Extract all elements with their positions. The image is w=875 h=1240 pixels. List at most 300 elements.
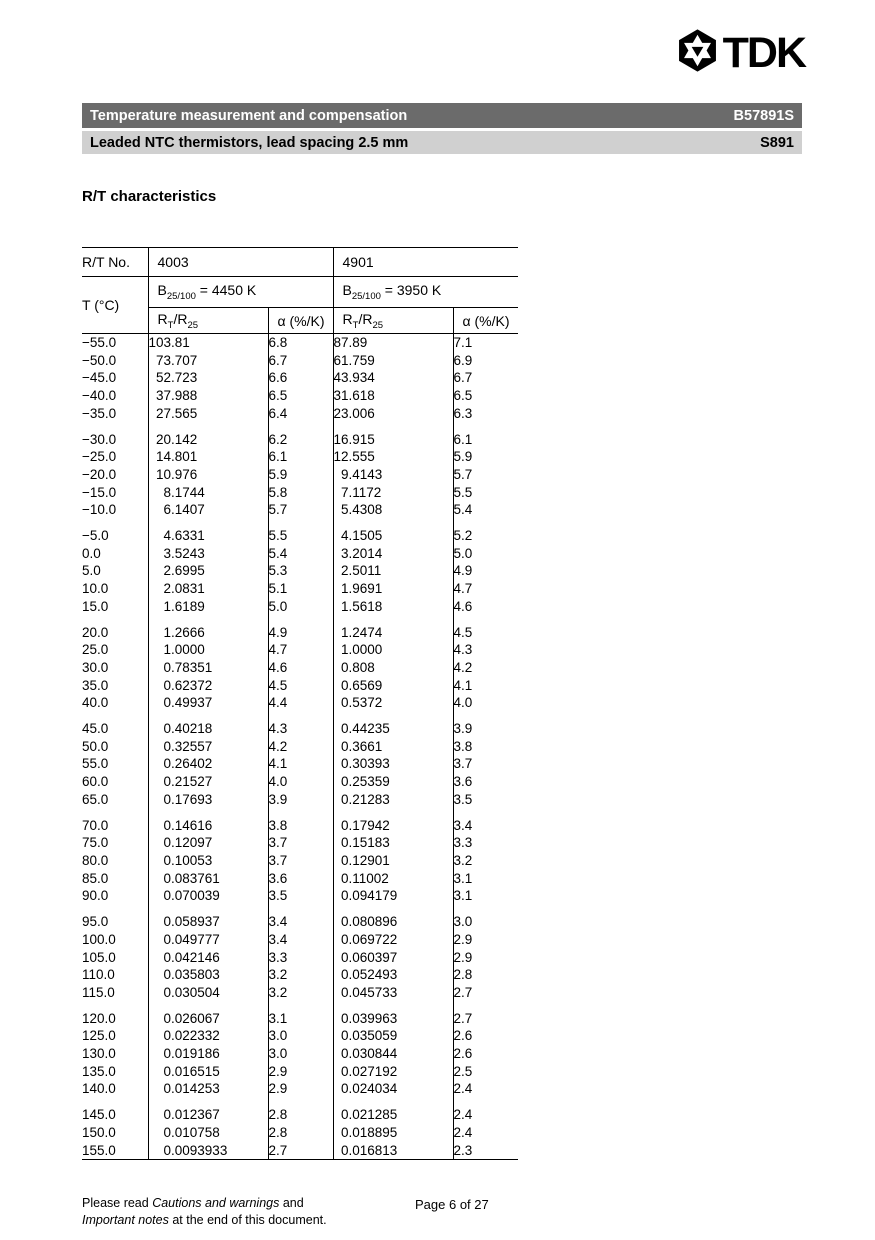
b-subscript: 25/100 [166, 290, 196, 302]
table-row [82, 562, 518, 580]
table-row [82, 598, 518, 616]
rt-r25-cell: 0.021285 [333, 1098, 453, 1124]
r-symbol: R [157, 310, 168, 327]
alpha-cell: 4.9 [268, 616, 333, 642]
alpha-cell: 6.1 [268, 448, 333, 466]
alpha-header-4901: α (%/K) [453, 308, 518, 334]
rt-r25-cell: 0.094179 [333, 887, 453, 905]
rt-r25-cell: 0.024034 [333, 1080, 453, 1098]
rt-r25-cell: 0.44235 [333, 712, 453, 738]
alpha-cell: 4.0 [268, 773, 333, 791]
alpha-cell: 4.6 [453, 598, 473, 614]
temp-cell: 130.0 [82, 1045, 148, 1063]
rt-r25-cell: 1.9691 [333, 580, 453, 598]
temp-cell: −20.0 [82, 466, 148, 484]
alpha-cell: 3.9 [453, 721, 473, 737]
rt-r25-cell: 0.016515 [148, 1063, 268, 1081]
temp-cell: 125.0 [82, 1027, 148, 1045]
alpha-cell: 2.4 [453, 1081, 473, 1097]
rt-r25-cell: 0.14616 [148, 809, 268, 835]
alpha-cell: 4.5 [268, 677, 333, 695]
alpha-cell: 6.6 [268, 369, 333, 387]
temp-cell: −40.0 [82, 387, 148, 405]
b-rest: = 3950 K [380, 282, 442, 299]
temp-cell: 40.0 [82, 694, 148, 712]
table-row [82, 448, 518, 466]
rt-r25-cell: 0.012367 [148, 1098, 268, 1124]
rt-r25-cell: 52.723 [148, 369, 268, 387]
alpha-cell: 5.4 [268, 545, 333, 563]
temp-cell: 135.0 [82, 1063, 148, 1081]
alpha-cell: 5.2 [453, 528, 473, 544]
temp-cell: 85.0 [82, 870, 148, 888]
header-bar-primary [82, 103, 802, 128]
alpha-cell: 3.0 [268, 1045, 333, 1063]
r-symbol: R [342, 310, 353, 327]
alpha-cell: 3.0 [268, 1027, 333, 1045]
temp-cell: 120.0 [82, 1002, 148, 1028]
table-row [82, 369, 518, 387]
alpha-cell: 2.4 [453, 1107, 473, 1123]
alpha-cell: 5.7 [268, 501, 333, 519]
temp-cell: 90.0 [82, 887, 148, 905]
table-row [82, 1045, 518, 1063]
alpha-cell: 3.2 [268, 966, 333, 984]
alpha-cell: 3.3 [268, 949, 333, 967]
header-title: Temperature measurement and compensation [90, 107, 408, 124]
table-row [82, 545, 518, 563]
alpha-cell: 4.7 [453, 581, 473, 597]
r-subscript-t: T [167, 319, 174, 331]
alpha-header-4003: α (%/K) [268, 308, 333, 334]
rt-r25-cell: 0.0093933 [148, 1142, 268, 1160]
series-number: S891 [760, 134, 794, 151]
temp-cell: 50.0 [82, 738, 148, 756]
temp-cell: 15.0 [82, 598, 148, 616]
rt-r25-cell: 5.4308 [333, 501, 453, 519]
rt-r25-cell: 2.0831 [148, 580, 268, 598]
r-mid: /R [358, 310, 373, 327]
rt-r25-cell: 0.052493 [333, 966, 453, 984]
temp-cell: −35.0 [82, 405, 148, 423]
footer-note-line2 [82, 1212, 327, 1229]
table-row [82, 1080, 518, 1098]
temperature-column-label: T (°C) [82, 277, 148, 334]
table-row [82, 887, 518, 905]
alpha-cell: 6.7 [453, 370, 473, 386]
rt-r25-cell: 0.069722 [333, 931, 453, 949]
temp-cell: 150.0 [82, 1124, 148, 1142]
table-row [82, 387, 518, 405]
rt-r25-cell: 0.21527 [148, 773, 268, 791]
rt-r25-cell: 0.070039 [148, 887, 268, 905]
alpha-cell: 3.3 [453, 835, 473, 851]
table-row [82, 1063, 518, 1081]
alpha-cell: 3.2 [453, 852, 473, 868]
temp-cell: 0.0 [82, 545, 148, 563]
rt-r25-cell: 0.080896 [333, 905, 453, 931]
page-number: Page 6 of 27 [415, 1197, 489, 1212]
table-row [82, 870, 518, 888]
alpha-cell: 2.9 [453, 931, 473, 947]
alpha-cell: 5.0 [453, 545, 473, 561]
alpha-cell: 3.0 [453, 914, 473, 930]
b-value-4003 [148, 277, 333, 308]
table-row [82, 773, 518, 791]
temp-cell: 145.0 [82, 1098, 148, 1124]
alpha-cell: 2.9 [268, 1080, 333, 1098]
alpha-cell: 3.1 [453, 888, 473, 904]
alpha-cell: 3.2 [268, 984, 333, 1002]
alpha-cell: 4.5 [453, 624, 473, 640]
table-row [82, 1142, 518, 1160]
table-header-row-cols [82, 308, 518, 334]
rt-no-4901: 4901 [333, 248, 518, 277]
alpha-cell: 6.4 [268, 405, 333, 423]
alpha-cell: 2.4 [453, 1124, 473, 1140]
rt-r25-cell: 1.0000 [333, 641, 453, 659]
alpha-cell: 3.6 [453, 774, 473, 790]
table-row [82, 501, 518, 519]
table-row [82, 334, 518, 352]
rt-r25-cell: 1.2666 [148, 616, 268, 642]
alpha-cell: 4.2 [453, 659, 473, 675]
alpha-cell: 3.7 [268, 852, 333, 870]
rt-r25-cell: 0.12901 [333, 852, 453, 870]
rt-r25-cell: 0.018895 [333, 1124, 453, 1142]
table-row [82, 694, 518, 712]
rt-r25-cell: 0.30393 [333, 755, 453, 773]
temp-cell: 140.0 [82, 1080, 148, 1098]
alpha-cell: 2.7 [268, 1142, 333, 1160]
alpha-cell: 5.4 [453, 502, 473, 518]
alpha-cell: 3.5 [453, 791, 473, 807]
alpha-cell: 5.5 [268, 519, 333, 545]
rt-r25-cell: 2.6995 [148, 562, 268, 580]
table-row [82, 352, 518, 370]
r-subscript-t: T [352, 319, 359, 331]
temp-cell: 110.0 [82, 966, 148, 984]
rt-r25-cell: 0.016813 [333, 1142, 453, 1160]
alpha-cell: 6.5 [268, 387, 333, 405]
rt-r25-cell: 0.042146 [148, 949, 268, 967]
rt-r25-header-4003 [148, 308, 268, 334]
alpha-cell: 4.3 [268, 712, 333, 738]
alpha-cell: 3.6 [268, 870, 333, 888]
alpha-cell: 4.1 [268, 755, 333, 773]
alpha-cell: 6.3 [453, 405, 473, 421]
table-row [82, 405, 518, 423]
rt-r25-cell: 0.12097 [148, 834, 268, 852]
table-row [82, 423, 518, 449]
rt-r25-cell: 7.1172 [333, 484, 453, 502]
b-rest: = 4450 K [195, 282, 257, 299]
rt-r25-cell: 0.045733 [333, 984, 453, 1002]
alpha-cell: 5.8 [268, 484, 333, 502]
temp-cell: −10.0 [82, 501, 148, 519]
rt-r25-cell: 0.030844 [333, 1045, 453, 1063]
rt-r25-cell: 9.4143 [333, 466, 453, 484]
alpha-cell: 2.8 [268, 1124, 333, 1142]
rt-r25-cell: 0.019186 [148, 1045, 268, 1063]
rt-r25-cell: 1.2474 [333, 616, 453, 642]
footer-italic-cautions: Cautions and warnings [152, 1196, 280, 1210]
b-subscript: 25/100 [351, 290, 381, 302]
tdk-logo [675, 28, 805, 78]
temp-cell: 5.0 [82, 562, 148, 580]
alpha-cell: 4.3 [453, 642, 473, 658]
alpha-cell: 7.1 [453, 335, 473, 350]
temp-cell: −5.0 [82, 519, 148, 545]
rt-r25-cell: 20.142 [148, 423, 268, 449]
temp-cell: 95.0 [82, 905, 148, 931]
alpha-cell: 2.7 [453, 1010, 473, 1026]
alpha-cell: 5.9 [453, 449, 473, 465]
table-row [82, 966, 518, 984]
rt-r25-cell: 8.1744 [148, 484, 268, 502]
alpha-cell: 3.4 [453, 817, 473, 833]
rt-r25-cell: 0.32557 [148, 738, 268, 756]
section-title: R/T characteristics [82, 188, 217, 205]
table-row [82, 949, 518, 967]
temp-cell: 55.0 [82, 755, 148, 773]
rt-r25-cell: 0.060397 [333, 949, 453, 967]
footer-text: and [279, 1196, 304, 1210]
temp-cell: 30.0 [82, 659, 148, 677]
rt-r25-cell: 0.5372 [333, 694, 453, 712]
rt-r25-cell: 0.035803 [148, 966, 268, 984]
rt-r25-cell: 10.976 [148, 466, 268, 484]
rt-r25-cell: 14.801 [148, 448, 268, 466]
rt-r25-cell: 0.083761 [148, 870, 268, 888]
temp-cell: 60.0 [82, 773, 148, 791]
rt-r25-cell: 0.808 [333, 659, 453, 677]
alpha-cell: 2.6 [453, 1028, 473, 1044]
alpha-cell: 2.9 [453, 949, 473, 965]
alpha-cell: 3.8 [453, 738, 473, 754]
rt-r25-cell: 0.62372 [148, 677, 268, 695]
rt-r25-cell: 27.565 [148, 405, 268, 423]
rt-r25-cell: 0.3661 [333, 738, 453, 756]
temp-cell: 105.0 [82, 949, 148, 967]
table-row [82, 905, 518, 931]
alpha-cell: 4.0 [453, 695, 473, 711]
b-symbol: B [157, 282, 167, 299]
alpha-cell: 3.7 [268, 834, 333, 852]
table-row [82, 484, 518, 502]
rt-r25-cell: 4.1505 [333, 519, 453, 545]
rt-r25-cell: 0.035059 [333, 1027, 453, 1045]
alpha-cell: 3.4 [268, 931, 333, 949]
rt-r25-cell: 0.022332 [148, 1027, 268, 1045]
rt-r25-cell: 1.5618 [333, 598, 453, 616]
table-row [82, 616, 518, 642]
temp-cell: 65.0 [82, 791, 148, 809]
rt-r25-cell: 16.915 [333, 423, 453, 449]
rt-r25-cell: 0.40218 [148, 712, 268, 738]
alpha-cell: 5.0 [268, 598, 333, 616]
footer-note-line1 [82, 1195, 327, 1212]
rt-no-4003: 4003 [148, 248, 333, 277]
temp-cell: 20.0 [82, 616, 148, 642]
alpha-cell: 5.3 [268, 562, 333, 580]
footer-text: at the end of this document. [168, 1212, 327, 1227]
temp-cell: −55.0 [82, 334, 148, 352]
alpha-cell: 2.3 [453, 1142, 518, 1160]
table-row [82, 755, 518, 773]
temp-cell: −30.0 [82, 423, 148, 449]
rt-r25-cell: 31.618 [333, 387, 453, 405]
alpha-cell: 5.5 [453, 484, 473, 500]
alpha-cell: 6.9 [453, 352, 473, 368]
alpha-cell: 3.7 [453, 756, 473, 772]
table-row [82, 1124, 518, 1142]
temp-cell: 75.0 [82, 834, 148, 852]
alpha-cell: 4.1 [453, 677, 473, 693]
table-row [82, 1002, 518, 1028]
table-row [82, 659, 518, 677]
rt-no-label: R/T No. [82, 248, 148, 277]
b-value-4901 [333, 277, 518, 308]
alpha-cell: 6.7 [268, 352, 333, 370]
table-row [82, 1027, 518, 1045]
table-row [82, 834, 518, 852]
table-row [82, 580, 518, 598]
temp-cell: 115.0 [82, 984, 148, 1002]
rt-r25-cell: 1.0000 [148, 641, 268, 659]
alpha-cell: 3.1 [268, 1002, 333, 1028]
alpha-cell: 3.8 [268, 809, 333, 835]
rt-r25-cell: 4.6331 [148, 519, 268, 545]
rt-r25-cell: 37.988 [148, 387, 268, 405]
rt-r25-cell: 0.014253 [148, 1080, 268, 1098]
header-subtitle: Leaded NTC thermistors, lead spacing 2.5 mm [90, 134, 409, 151]
rt-r25-cell: 23.006 [333, 405, 453, 423]
r-subscript-25: 25 [187, 319, 199, 331]
alpha-cell: 4.7 [268, 641, 333, 659]
rt-r25-cell: 0.058937 [148, 905, 268, 931]
alpha-cell: 3.4 [268, 905, 333, 931]
header-bar-secondary [82, 131, 802, 154]
footer-italic-important-notes: Important notes [82, 1212, 169, 1227]
temp-cell: 45.0 [82, 712, 148, 738]
rt-r25-cell: 3.5243 [148, 545, 268, 563]
alpha-cell: 6.2 [268, 423, 333, 449]
table-row [82, 466, 518, 484]
rt-r25-cell: 0.15183 [333, 834, 453, 852]
alpha-cell: 2.7 [453, 984, 473, 1000]
alpha-cell: 3.5 [268, 887, 333, 905]
rt-r25-cell: 0.26402 [148, 755, 268, 773]
b-symbol: B [342, 282, 352, 299]
rt-r25-cell: 0.49937 [148, 694, 268, 712]
rt-r25-cell: 0.21283 [333, 791, 453, 809]
rt-r25-cell: 0.17942 [333, 809, 453, 835]
tdk-logo-text: TDK [722, 28, 805, 77]
temp-cell: −25.0 [82, 448, 148, 466]
table-header-row-b [82, 277, 518, 308]
rt-r25-cell: 0.039963 [333, 1002, 453, 1028]
alpha-cell: 2.9 [268, 1063, 333, 1081]
rt-r25-cell: 0.026067 [148, 1002, 268, 1028]
table-row [82, 677, 518, 695]
table-row [82, 641, 518, 659]
table-row [82, 791, 518, 809]
table-row [82, 519, 518, 545]
temp-cell: −15.0 [82, 484, 148, 502]
alpha-cell: 6.8 [268, 334, 333, 352]
rt-r25-cell: 0.049777 [148, 931, 268, 949]
alpha-cell: 4.4 [268, 694, 333, 712]
rt-r25-cell: 0.027192 [333, 1063, 453, 1081]
alpha-cell: 6.1 [453, 431, 473, 447]
rt-r25-cell: 103.81 [148, 334, 268, 352]
alpha-cell: 4.9 [453, 563, 473, 579]
rt-r25-cell: 0.010758 [148, 1124, 268, 1142]
rt-r25-cell: 3.2014 [333, 545, 453, 563]
temp-cell: −50.0 [82, 352, 148, 370]
alpha-cell: 5.7 [453, 466, 473, 482]
temp-cell: 25.0 [82, 641, 148, 659]
r-mid: /R [173, 310, 188, 327]
table-row [82, 809, 518, 835]
table-row [82, 712, 518, 738]
rt-r25-cell: 73.707 [148, 352, 268, 370]
table-row [82, 984, 518, 1002]
alpha-cell: 5.1 [268, 580, 333, 598]
alpha-cell: 3.1 [453, 870, 473, 886]
alpha-cell: 4.2 [268, 738, 333, 756]
temp-cell: 155.0 [82, 1142, 148, 1160]
alpha-cell: 2.5 [453, 1063, 473, 1079]
alpha-cell: 4.6 [268, 659, 333, 677]
table-row [82, 738, 518, 756]
temp-cell: 80.0 [82, 852, 148, 870]
temp-cell: 100.0 [82, 931, 148, 949]
rt-r25-cell: 1.6189 [148, 598, 268, 616]
tdk-logo-mark-icon [675, 28, 720, 78]
rt-r25-cell: 6.1407 [148, 501, 268, 519]
rt-r25-cell: 0.11002 [333, 870, 453, 888]
rt-r25-cell: 43.934 [333, 369, 453, 387]
part-number: B57891S [733, 107, 794, 124]
rt-r25-cell: 0.78351 [148, 659, 268, 677]
r-subscript-25: 25 [372, 319, 384, 331]
table-row [82, 931, 518, 949]
table-row [82, 1098, 518, 1124]
footer-note [82, 1195, 327, 1228]
rt-r25-cell: 12.555 [333, 448, 453, 466]
temp-cell: −45.0 [82, 369, 148, 387]
alpha-cell: 2.8 [268, 1098, 333, 1124]
rt-r25-cell: 2.5011 [333, 562, 453, 580]
table-header-row-rtno [82, 248, 518, 277]
alpha-cell: 2.8 [453, 967, 473, 983]
rt-r25-cell: 87.89 [333, 334, 453, 352]
rt-r25-cell: 0.030504 [148, 984, 268, 1002]
rt-r25-cell: 0.25359 [333, 773, 453, 791]
alpha-cell: 2.6 [453, 1046, 473, 1062]
rt-r25-cell: 0.17693 [148, 791, 268, 809]
alpha-cell: 6.5 [453, 388, 473, 404]
rt-r25-cell: 61.759 [333, 352, 453, 370]
rt-characteristics-table [82, 247, 518, 1160]
alpha-cell: 5.9 [268, 466, 333, 484]
alpha-cell: 3.9 [268, 791, 333, 809]
temp-cell: 35.0 [82, 677, 148, 695]
rt-r25-header-4901 [333, 308, 453, 334]
table-row [82, 852, 518, 870]
